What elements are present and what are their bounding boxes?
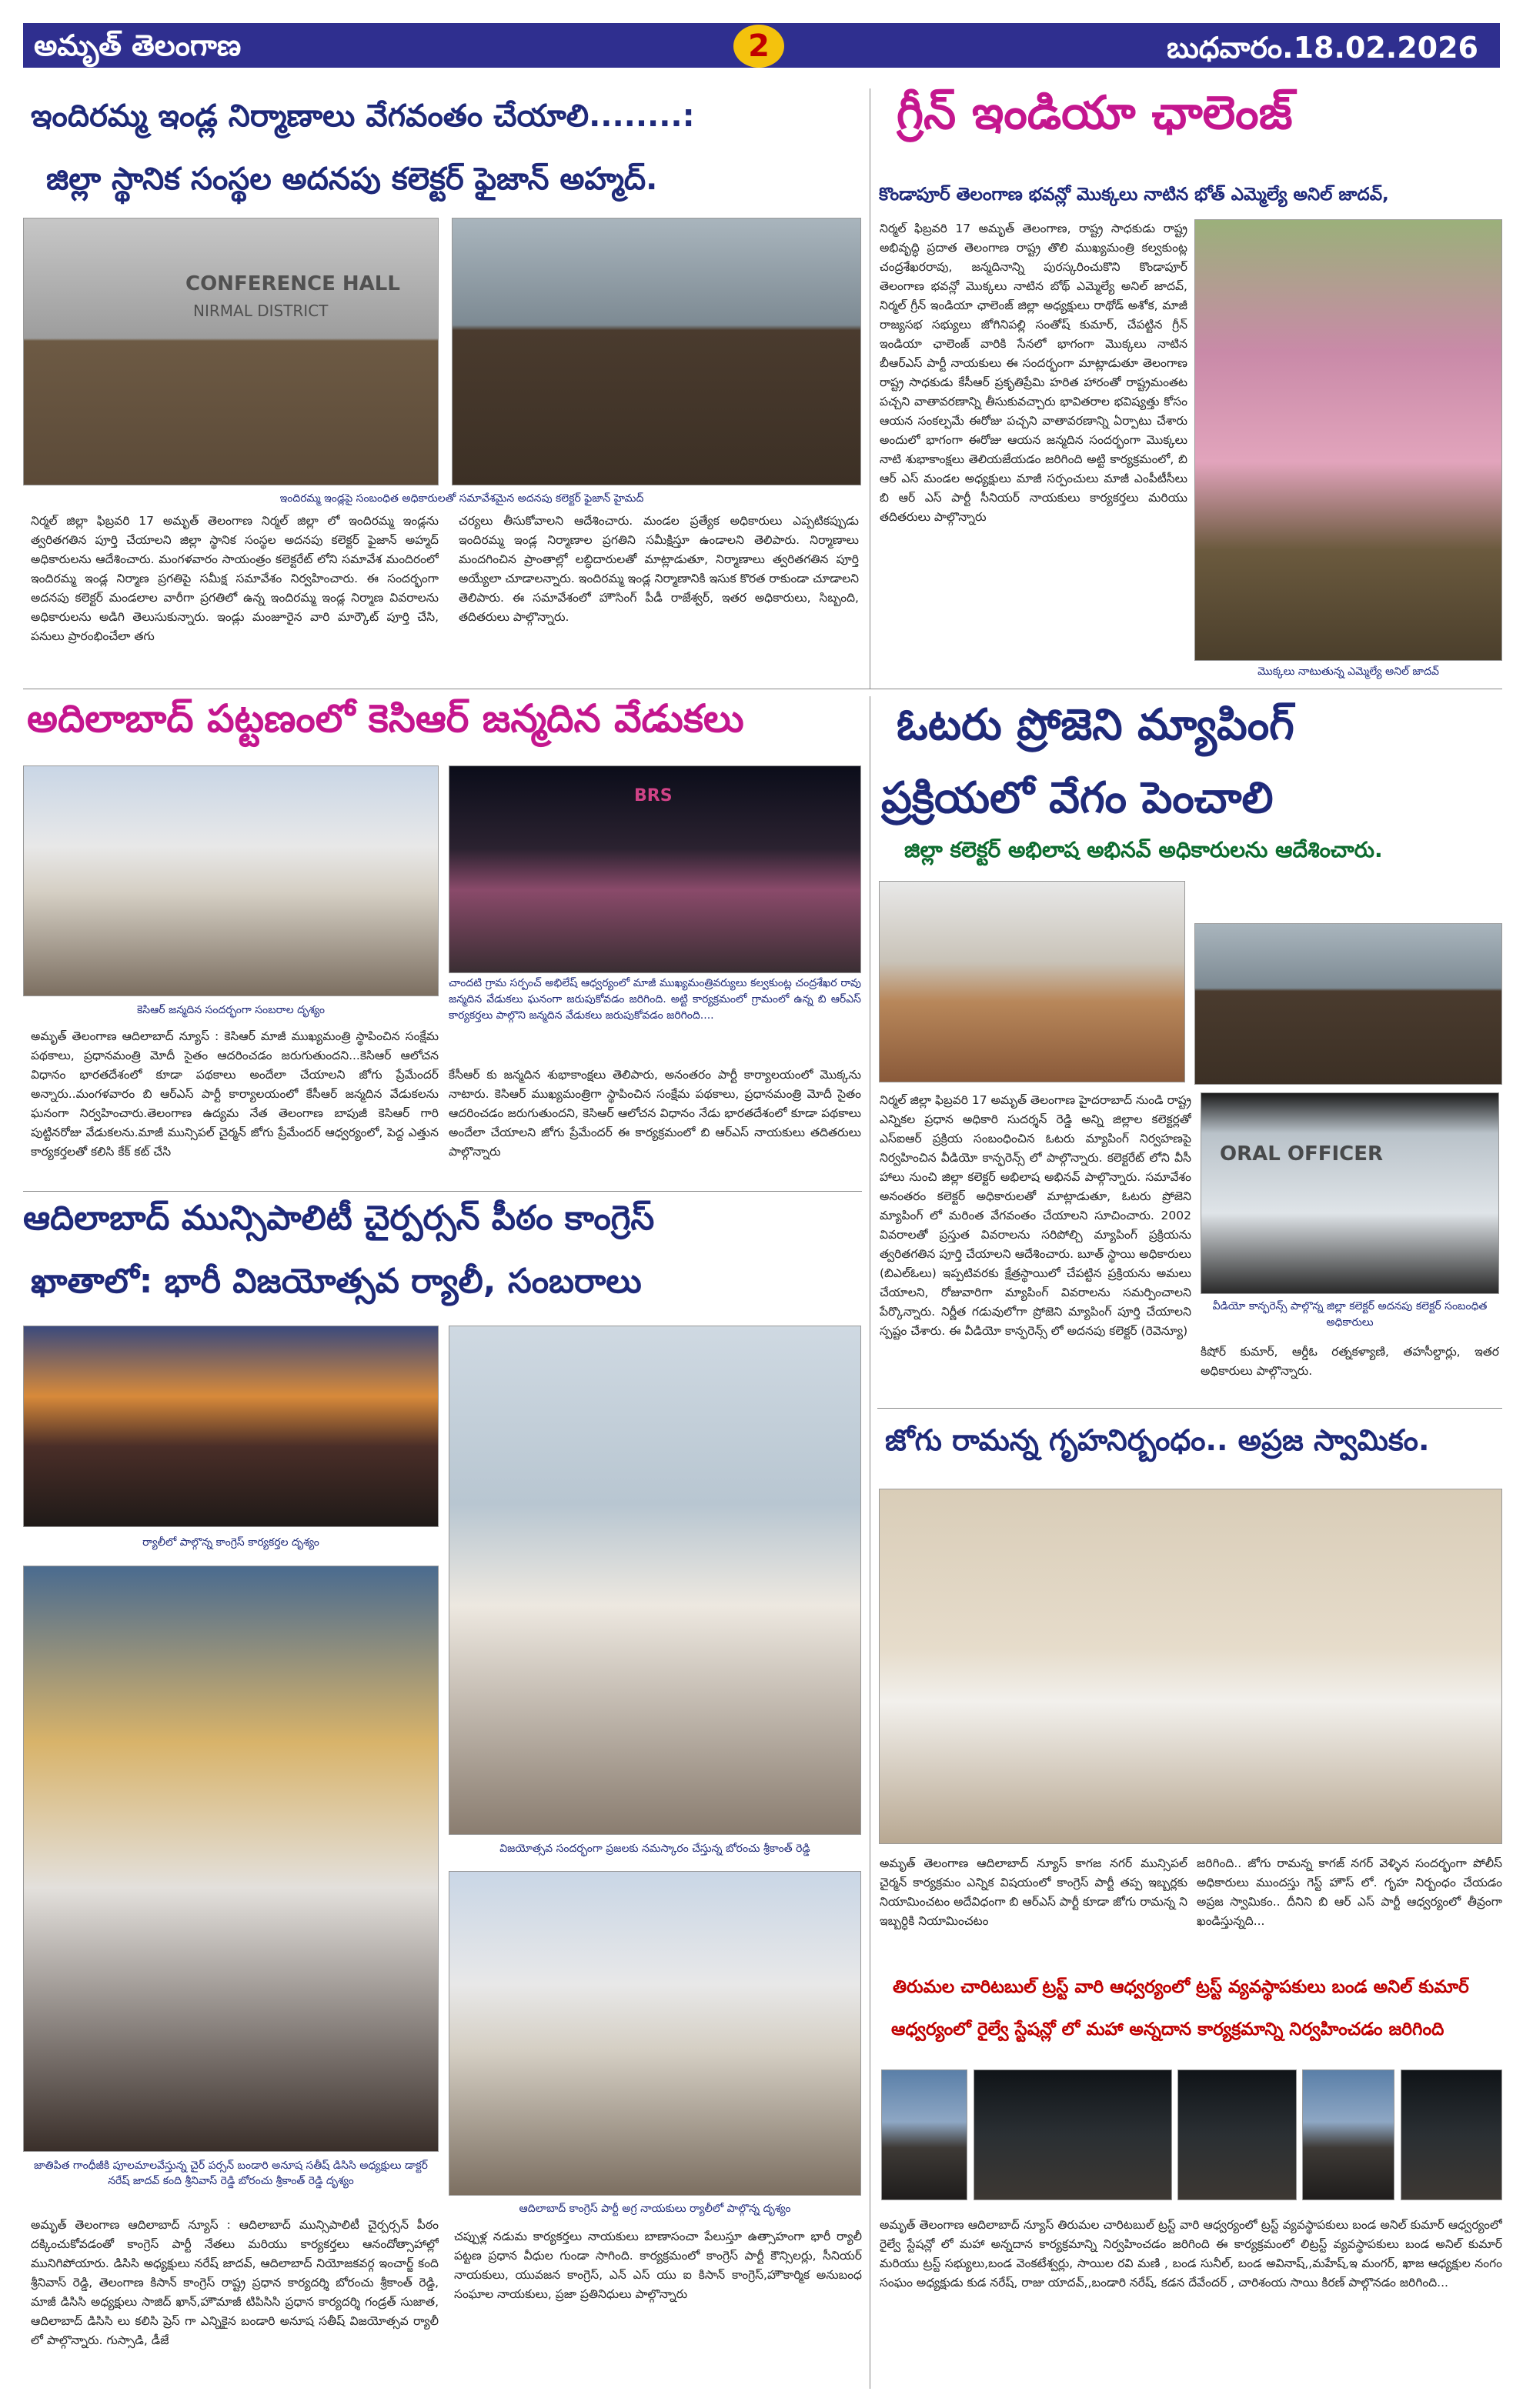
story7-photo-4 xyxy=(1302,2069,1394,2200)
story1-photo-conference-hall xyxy=(23,218,439,485)
story1-headline-line2: జిల్లా స్థానిక సంస్థల అదనపు కలెక్టర్ ఫైజాన్ అహ్మద్. xyxy=(46,162,658,197)
story5-caption1: ర్యాలీలో పాల్గొన్న కాంగ్రెస్ కార్యకర్తల దృశ్యం xyxy=(142,1536,319,1549)
story2-body: నిర్మల్ ఫిబ్రవరి 17 అమృత్ తెలంగాణ, రాష్ట్ర సాధకుడు రాష్ట్ర అభివృద్ధి ప్రదాత తెలంగాణ రాష్ట్ర తొలి ముఖ్యమంత్రి కల్వకుంట్ల చంద్రశేఖరరావు, జన్మదినాన్ని పురస్కరించుకొని కొండాపూర్ తెలంగాణ భవన్లో మొక్కలు నాటిన బోథ్ ఎమ్మెల్యే అనిల్ జాదవ్, నిర్మల్ గ్రీన్ ఇండియా ఛాలెంజ్ జిల్లా అధ్యక్షులు రాథోడ్ అశోక, మాజీ రాజ్యసభ సభ్యులు జోగినిపల్లి సంతోష్ కుమార్, చేపట్టిన గ్రీన్ ఇండియా ఛాలెంజ్ వారికి సేనలో భాగంగా మొక్కలు నాటిన బీఆర్ఎస్ పార్టీ నాయకులు ఈ సందర్భంగా మాట్లాడుతూ తెలంగాణ రాష్ట్ర సాధకుడు కేసీఆర్ ప్రకృతిప్రేమి హరిత హారంతో రాష్ట్రమంతట పచ్చని వాతావరణాన్ని తీసుకువచ్చారు భావితరాల భవిష్యత్తు కోసం ఆయన సంకల్పమే ఈరోజు పచ్చని వాతావరణాన్ని ఏర్పాటు చేశారు అందులో భాగంగా ఈరోజు ఆయన జన్మదిన సందర్భంగా మొక్కలు నాటి శుభాకాంక్షలు తెలియజేయడం జరిగింది అట్టి కార్యక్రమంలో, బి ఆర్ ఎస్ మండల అధ్యక్షులు మాజీ సర్పంచులు మాజీ ఎంపీటీసీలు బి ఆర్ ఎస్ పార్టీ సీనియర్ నాయకులు కార్యకర్తలు మరియు తదితరులు పాల్గొన్నారు xyxy=(880,222,1187,524)
story7-photo-1 xyxy=(881,2069,967,2200)
photo-sign-text: CONFERENCE HALL xyxy=(185,272,400,295)
story6-headline: జోగు రామన్న గృహనిర్బంధం.. అప్రజ స్వామికం. xyxy=(885,1423,1430,1457)
story1-headline-line1: ఇందిరమ్మ ఇండ్ల నిర్మాణాలు వేగవంతం చేయాలి........: xyxy=(31,98,695,134)
story5-column2: చప్పుళ్ల నడుమ కార్యకర్తలు నాయకులు బాణాసంచా పేలుస్తూ ఉత్సాహంగా భారీ ర్యాలీ పట్టణ ప్రధాన వీధుల గుండా సాగింది. కార్యక్రమంలో కాంగ్రెస్ పార్టీ కౌన్సిలర్లు, సీనియర్ నాయకులు, యువజన కాంగ్రెస్, ఎన్ ఎస్ యు ఐ కిసాన్ కాంగ్రెస్,హౌకార్మిక అనుబంధ సంఘాల నాయకులు, ప్రజా ప్రతినిధులు పాల్గొన్నారు xyxy=(454,2230,862,2301)
story2-headline: గ్రీన్ ఇండియా ఛాలెంజ్ xyxy=(897,86,1293,140)
section-divider xyxy=(877,1408,1502,1409)
story4-photo-vc-hall xyxy=(1194,923,1502,1085)
paper-name: అమృత్ తెలంగాణ xyxy=(34,28,242,62)
story4-photo-video-conference-screen xyxy=(1201,1092,1499,1294)
story6-column1: అమృత్ తెలంగాణ ఆదిలాబాద్ న్యూస్ కాగజ నగర్ మున్సిపల్ చైర్మన్ కార్యక్రమం ఎన్నిక విషయంలో కాంగ్రెస్ పార్టీ తప్ప ఇబ్బర్లకు నియామించటం అదేవిధంగా బి ఆర్ఎస్ పార్టీ కూడా జోగు రామన్న ని ఇబ్బర్ధికి నియామించటం xyxy=(880,1856,1187,1928)
story4-photo-collector-desk xyxy=(879,881,1185,1082)
story1-column1: నిర్మల్ జిల్లా ఫిబ్రవరి 17 అమృత్ తెలంగాణ నిర్మల్ జిల్లా లో ఇందిరమ్మ ఇండ్లను త్వరితగతిన పూర్తి చేయాలని జిల్లా స్థానిక సంస్థల అదనపు కలెక్టర్ ఫైజాన్ అహ్మద్ అధికారులను ఆదేశించారు. మంగళవారం సాయంత్రం కలెక్టరేట్ లోని సమావేశ మందిరంలో ఇందిరమ్మ ఇండ్ల నిర్మాణ ప్రగతిపై సమీక్ష సమావేశం నిర్వహించారు. ఈ సందర్భంగా అదనపు కలెక్టర్ మండలాల వారీగా ప్రగతిలో ఉన్న ఇందిరమ్మ ఇండ్ల నిర్మాణ వివరాలను అధికారులను అడిగి తెలుసుకున్నారు. ఇండ్లు మంజూరైన వారి మార్కౌట్ పూర్తి చేసి, పనులు ప్రారంభించేలా తగు xyxy=(31,514,439,643)
story5-column1: అమృత్ తెలంగాణ ఆదిలాబాద్ న్యూస్ : ఆదిలాబాద్ మున్సిపాలిటీ చైర్పర్సన్ పీఠం దక్కించుకోవడంతో కాంగ్రెస్ పార్టీ నేతలు మరియు కార్యకర్తలు ఆనందోత్సాహాల్లో మునిగిపోయారు. డిసిసి అధ్యక్షులు నరేష్ జాదవ్, ఆదిలాబాద్ నియోజకవర్గ ఇంచార్జ్ కంది శ్రీనివాస్ రెడ్డి, తెలంగాణ కిసాన్ కాంగ్రెస్ రాష్ట్ర ప్రధాన కార్యదర్శి బోరంచు శ్రీకాంత్ రెడ్డి, మాజీ డిసిసి అధ్యక్షులు సాజిద్ ఖాన్,హౌమాజీ టిపిసిసి ప్రధాన కార్యదర్శి గండ్రత్ సుజాత, ఆదిలాబాద్ డిసిసి లు కలిసి ప్రెస్ గా ఎన్నికైన బండారి అనూష సతీష్ విజయోత్సవ ర్యాలీ లో పాల్గొన్నారు. గుస్సాడి, డీజే xyxy=(31,2218,439,2347)
story5-headline-line2: ఖాతాలో: భారీ విజయోత్సవ ర్యాలీ, సంబరాలు xyxy=(31,1262,642,1301)
story3-column2: కేసీఆర్ కు జన్మదిన శుభాకాంక్షలు తెలిపారు, అనంతరం పార్టీ కార్యాలయంలో మొక్కను నాటారు. కెసిఆర్ ముఖ్యమంత్రిగా స్థాపించిన సంక్షేమ పథకాలు, ప్రధానమంత్రి మోదీ సైతం ఆదరించడం జరుగుతుందని, కెసిఆర్ ఆలోచన విధానం నేడు భారతదేశంలో కూడా పథకాలు అందేలా చేయాలని జోగు ప్రేమేందర్ ఈ కార్యక్రమంలో బి ఆర్ఎస్ నాయకులు తదితరులు పాల్గొన్నారు xyxy=(449,1068,861,1159)
story5-caption4: ఆదిలాబాద్ కాంగ్రెస్ పార్టీ అగ్ర నాయకులు ర్యాలీలో పాల్గొన్న దృశ్యం xyxy=(519,2203,791,2215)
story3-photo-village-night xyxy=(449,765,861,973)
section-divider xyxy=(23,1191,862,1192)
page-number-badge: 2 xyxy=(733,25,784,68)
story7-headline-line2: ఆధ్వర్యంలో రైల్వే స్టేషన్లో లో మహా అన్నదాన కార్యక్రమాన్ని నిర్వహించడం జరిగింది xyxy=(891,2019,1445,2039)
story1-caption: ఇందిరమ్మ ఇండ్లపై సంబంధిత అధికారులతో సమావేశమైన అదనపు కలెక్టర్ ఫైజాన్ హైమద్ xyxy=(279,492,644,505)
story5-photo-gandhi-garland xyxy=(23,1566,439,2152)
story1-photo-meeting-room xyxy=(452,218,861,485)
photo-sign-text: NIRMAL DISTRICT xyxy=(193,302,329,320)
story2-caption: మొక్కలు నాటుతున్న ఎమ్మెల్యే అనిల్ జాదవ్ xyxy=(1257,665,1439,678)
issue-date: బుధవారం.18.02.2026 xyxy=(1167,31,1478,65)
story7-photo-2 xyxy=(974,2069,1172,2200)
story3-caption2: చాందటి గ్రామ సర్పంచ్ అభిలేష్ ఆధ్వర్యంలో మాజీ ముఖ్యమంత్రివర్యులు కల్వకుంట్ల చంద్రశేఖర రావు జన్మదిన వేడుకలు ఘనంగా జరుపుకోవడం జరిగింది. అట్టి కార్యక్రమంలో గ్రామంలో ఉన్న బి ఆర్ఎస్ కార్యకర్తలు పాల్గొని జన్మదిన వేడుకలు జరుపుకోవడం జరిగింది.... xyxy=(449,977,861,1022)
story4-headline-line1: ఓటరు ప్రోజెని మ్యాపింగ్ xyxy=(897,700,1294,750)
story4-subhead: జిల్లా కలెక్టర్ అభిలాష అభినవ్ అధికారులను ఆదేశించారు. xyxy=(904,837,1383,862)
story3-headline: అదిలాబాద్ పట్టణంలో కెసిఆర్ జన్మదిన వేడుకలు xyxy=(27,696,744,741)
story4-column1: నిర్మల్ జిల్లా ఫిబ్రవరి 17 అమృత్ తెలంగాణ హైదరాబాద్ నుండి రాష్ట్ర ఎన్నికల ప్రధాన అధికారి సుదర్శన్ రెడ్డి అన్ని జిల్లాల కలెక్టర్లతో ఎస్ఐఆర్ ప్రక్రియ సంబంధించిన ఓటరు మ్యాపింగ్ నిర్వహణపై నిర్వహించిన వీడియో కాన్ఫరెన్స్ లో పాల్గొన్నారు. కలెక్టరేట్ లోని వీసీ హాలు నుంచి జిల్లా కలెక్టర్ అభిలాష అభినవ్ పాల్గొన్నారు. సమావేశం అనంతరం కలెక్టర్ అధికారులతో మాట్లాడుతూ, ఓటరు ప్రోజెని మ్యాపింగ్ లో మరింత వేగవంతం చేయాలని సూచించారు. 2002 వివరాలతో ప్రస్తుత వివరాలను సరిపోల్చి మ్యాపింగ్ ప్రక్రియను త్వరితగతిన పూర్తి చేయాలని ఆదేశించారు. బూత్ స్థాయి అధికారులు (బిఎల్ఓలు) ఇప్పటివరకు క్షేత్రస్థాయిలో చేపట్టిన ప్రక్రియను అమలు చేయాలని, రోజువారిగా మ్యాపింగ్ వివరాలను సమర్పించాలని పేర్కొన్నారు. నిర్ణీత గడువులోగా ప్రోజెని మ్యాపింగ్ పూర్తి చేయాలని స్పష్టం చేశారు. ఈ వీడియో కాన్ఫరెన్స్ లో అదనపు కలెక్టర్ (రెవెన్యూ) xyxy=(880,1093,1191,1338)
story2-subhead: కొండాపూర్ తెలంగాణ భవన్లో మొక్కలు నాటిన భోత్ ఎమ్మెల్యే అనిల్ జాదవ్, xyxy=(879,185,1389,205)
story6-column2: జరిగింది.. జోగు రామన్న కాగజ్ నగర్ వెళ్ళిన సందర్భంగా పోలీస్ అధికారులు ముందస్తు గెస్ట్ హౌస్ లో. గృహ నిర్బంధం చేయడం అప్రజ స్వామికం.. దీనిని బి ఆర్ ఎస్ పార్టీ ఆధ్వర్యంలో తీవ్రంగా ఖండిస్తున్నది... xyxy=(1197,1856,1502,1928)
story2-photo-plantation xyxy=(1194,219,1502,661)
story7-photo-5 xyxy=(1401,2069,1502,2200)
story7-photo-3 xyxy=(1177,2069,1297,2200)
photo-sign-text: BRS xyxy=(634,786,673,805)
story7-headline-line1: తిరుమల చారిటబుల్ ట్రస్ట్ వారి ఆధ్వర్యంలో ట్రస్ట్ వ్యవస్థాపకులు బండ అనిల్ కుమార్ xyxy=(893,1977,1469,1997)
story4-caption: వీడియో కాన్ఫరెన్స్ పాల్గొన్న జిల్లా కలెక్టర్ అదనపు కలెక్టర్ సంబంధిత అధికారులు xyxy=(1212,1300,1488,1329)
story5-caption2: విజయోత్సవ సందర్భంగా ప్రజలకు నమస్కారం చేస్తున్న బోరంచు శ్రీకాంత్ రెడ్డి xyxy=(499,1843,810,1855)
photo-screen-text: ORAL OFFICER xyxy=(1220,1142,1384,1166)
story1-column2: చర్యలు తీసుకోవాలని ఆదేశించారు. మండల ప్రత్యేక అధికారులు ఎప్పటికప్పుడు ఇందిరమ్మ ఇండ్ల నిర్మాణాల ప్రగతిని సమీక్షిస్తూ ఉండాలని తెలిపారు. నిర్మాణాలు మందగించిన ప్రాంతాల్లో లబ్ధిదారులతో మాట్లాడుతూ, నిర్మాణాలు త్వరితగతిన పూర్తి అయ్యేలా చూడాలన్నారు. ఇందిరమ్మ ఇండ్ల నిర్మాణానికి ఇసుక కొరత రాకుండా చూడాలని తెలిపారు. ఈ సమావేశంలో హౌసింగ్ పీడీ రాజేశ్వర్, ఇతర అధికారులు, సిబ్బంది, తదితరులు పాల్గొన్నారు. xyxy=(459,514,859,624)
story5-headline-line1: ఆదిలాబాద్ మున్సిపాలిటీ చైర్పర్సన్ పీఠం కాంగ్రెస్ xyxy=(23,1199,655,1238)
story4-headline-line2: ప్రక్రియలో వేగం పెంచాలి xyxy=(881,773,1274,823)
story5-photo-leaders-rally xyxy=(449,1871,861,2196)
story3-caption1: కెసిఆర్ జన్మదిన సందర్భంగా సంబరాల దృశ్యం xyxy=(136,1004,326,1016)
story3-photo-celebration xyxy=(23,765,439,996)
story3-column1: అమృత్ తెలంగాణ ఆదిలాబాద్ న్యూస్ : కెసిఆర్ మాజీ ముఖ్యమంత్రి స్థాపించిన సంక్షేమ పథకాలు, ప్రధానమంత్రి మోదీ సైతం ఆదరించడం జరుగుతుందని...కెసిఆర్ ఆలోచన విధానం భారతదేశంలో కూడా పథకాలు అందేలా చేయాలని జోగు ప్రేమేందర్ అన్నారు..మంగళవారం బి ఆర్ఎస్ పార్టీ కార్యాలయంలో కేసీఆర్ జన్మదిన వేడుకలను ఘనంగా నిర్వహించారు.తెలంగాణ ఉద్యమ నేత తెలంగాణ బాపుజీ కెసిఆర్ గారి పుట్టినరోజు వేడుకలను.మాజీ మున్సిపల్ చైర్మన్ జోగు ప్రేమేందర్ ఆధ్వర్యంలో, పెద్ద ఎత్తున కార్యకర్తలతో కలిసి కేక్ కట్ చేసి xyxy=(31,1029,439,1159)
story5-photo-rally-crowd xyxy=(23,1326,439,1527)
story5-photo-street-procession xyxy=(449,1326,861,1835)
story5-caption3: జాతిపిత గాంధీజీకి పూలమాలవేస్తున్న చైర్ పర్సన్ బండారి అనూష సతీష్ డిసిసి అధ్యక్షులు డాక్టర్ నరేష్ జాదవ్ కంది శ్రీనివాస్ రెడ్డి బోరంచు శ్రీకాంత్ రెడ్డి దృశ్యం xyxy=(34,2160,428,2187)
story6-photo-guest-house xyxy=(879,1489,1502,1844)
story4-column2: కిషోర్ కుమార్, ఆర్డీఓ రత్నకళ్యాణి, తహసీల్దార్లు, ఇతర అధికారులు పాల్గొన్నారు. xyxy=(1201,1345,1499,1378)
story7-body: అమృత్ తెలంగాణ ఆదిలాబాద్ న్యూస్ తిరుమల చారిటబుల్ ట్రస్ట్ వారి ఆధ్వర్యంలో ట్రస్ట్ వ్యవస్థాపకులు బండ అనిల్ కుమార్ ఆధ్వర్యంలో రైల్వే స్టేషన్లో లో మహా అన్నదాన కార్యక్రమాన్ని నిర్వహించడం జరిగింది ఈ కార్యక్రమంలో లిట్రస్ట్ వ్యవస్థాపకులు బండ అనిల్ కుమార్ మరియు ట్రస్ట్ సభ్యులు,బండ వెంకటేశ్వర్లు, సాయిల రవి మణి , బండ సునీల్, బండ అవినాష్,,మహేష్,ఇ మంగర్, ఖాజ ఆధ్యక్షుల నంగం సంఘం అధ్యక్షుడు కుడ నరేష్, రాజు యాదవ్,,బండారి నరేష్, కడన దేవేందర్ , చారిశంయ సాయి కిరణ్ పాల్గొనడం జరిగింది... xyxy=(880,2218,1502,2290)
